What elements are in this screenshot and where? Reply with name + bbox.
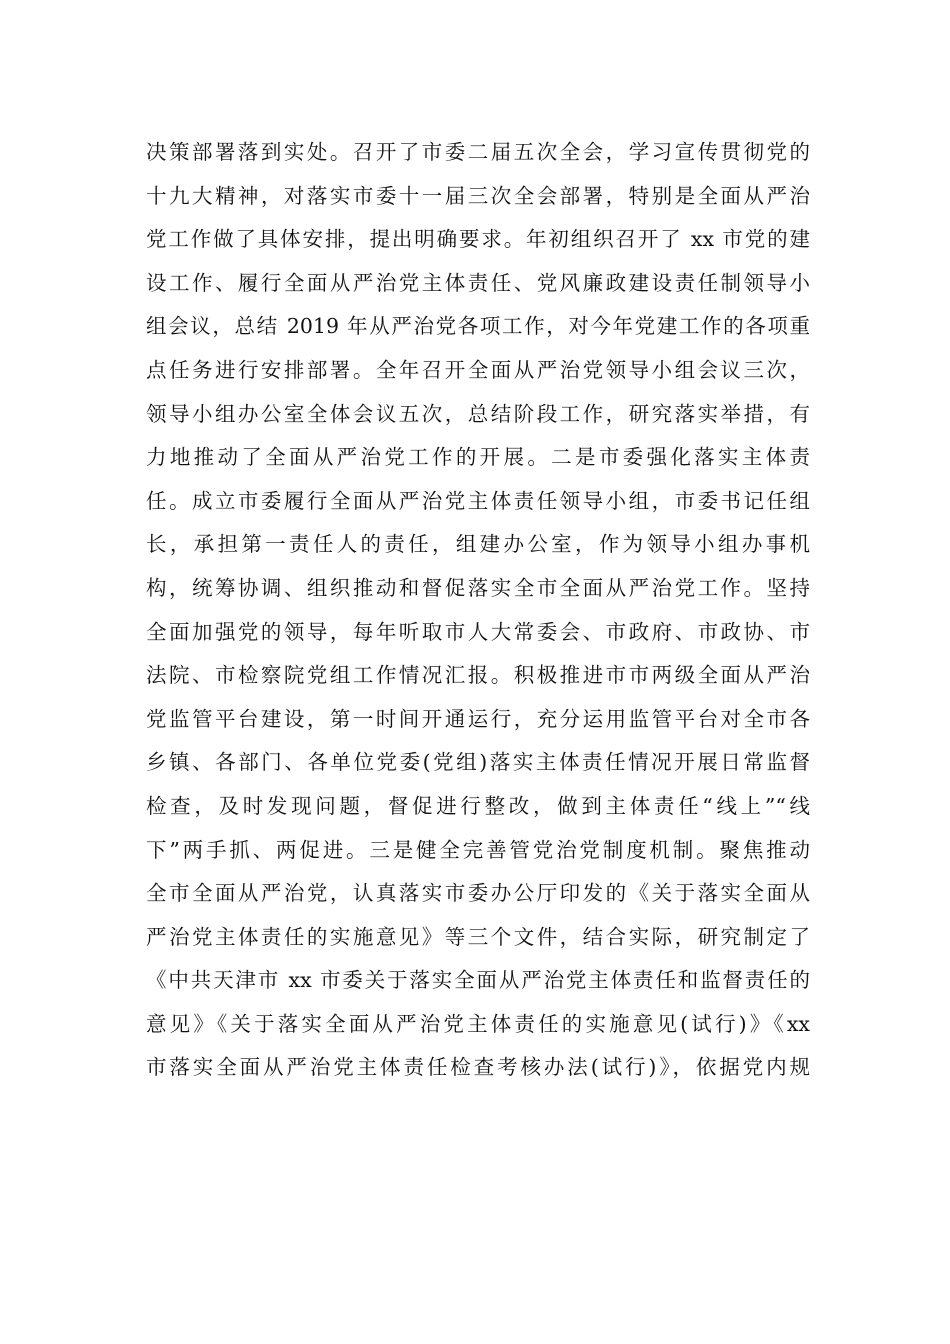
text-line-14: 党监管平台建设，第一时间开通运行，充分运用监管平台对全市各 bbox=[146, 706, 810, 731]
text-line-13: 法院、市检察院党组工作情况汇报。积极推进市市两级全面从严治 bbox=[146, 663, 810, 688]
text-line-12: 全面加强党的领导，每年听取市人大常委会、市政府、市政协、市 bbox=[146, 619, 810, 644]
text-line-21: 意见》《关于落实全面从严治党主体责任的实施意见(试行)》《xx bbox=[146, 1011, 810, 1036]
text-line-22: 市落实全面从严治党主体责任检查考核办法(试行)》，依据党内规 bbox=[146, 1055, 810, 1080]
text-line-10: 长，承担第一责任人的责任，组建办公室，作为领导小组办事机 bbox=[146, 532, 810, 557]
text-line-9: 任。成立市委履行全面从严治党主体责任领导小组，市委书记任组 bbox=[146, 488, 810, 513]
text-line-20: 《中共天津市 xx 市委关于落实全面从严治党主体责任和监督责任的 bbox=[146, 968, 810, 993]
text-line-11: 构，统筹协调、组织推动和督促落实全市全面从严治党工作。坚持 bbox=[146, 575, 810, 600]
text-line-3: 党工作做了具体安排，提出明确要求。年初组织召开了 xx 市党的建 bbox=[146, 227, 810, 252]
text-line-1: 决策部署落到实处。召开了市委二届五次全会，学习宣传贯彻党的 bbox=[146, 140, 810, 164]
text-line-18: 全市全面从严治党，认真落实市委办公厅印发的《关于落实全面从 bbox=[146, 881, 810, 906]
text-line-6: 点任务进行安排部署。全年召开全面从严治党领导小组会议三次， bbox=[146, 357, 810, 382]
body-paragraph bbox=[146, 131, 810, 1090]
text-line-5: 组会议，总结 2019 年从严治党各项工作，对今年党建工作的各项重 bbox=[146, 314, 810, 339]
text-line-7: 领导小组办公室全体会议五次，总结阶段工作，研究落实举措，有 bbox=[146, 401, 810, 426]
text-line-16: 检查，及时发现问题，督促进行整改，做到主体责任“线上”“线 bbox=[146, 793, 810, 818]
text-line-8: 力地推动了全面从严治党工作的开展。二是市委强化落实主体责 bbox=[146, 445, 810, 470]
text-line-19: 严治党主体责任的实施意见》等三个文件，结合实际，研究制定了 bbox=[146, 924, 810, 949]
text-line-2: 十九大精神，对落实市委十一届三次全会部署，特别是全面从严治 bbox=[146, 183, 810, 208]
text-line-17: 下”两手抓、两促进。三是健全完善管党治党制度机制。聚焦推动 bbox=[146, 837, 810, 862]
text-line-15: 乡镇、各部门、各单位党委(党组)落实主体责任情况开展日常监督 bbox=[146, 750, 810, 775]
text-line-4: 设工作、履行全面从严治党主体责任、党风廉政建设责任制领导小 bbox=[146, 270, 810, 295]
